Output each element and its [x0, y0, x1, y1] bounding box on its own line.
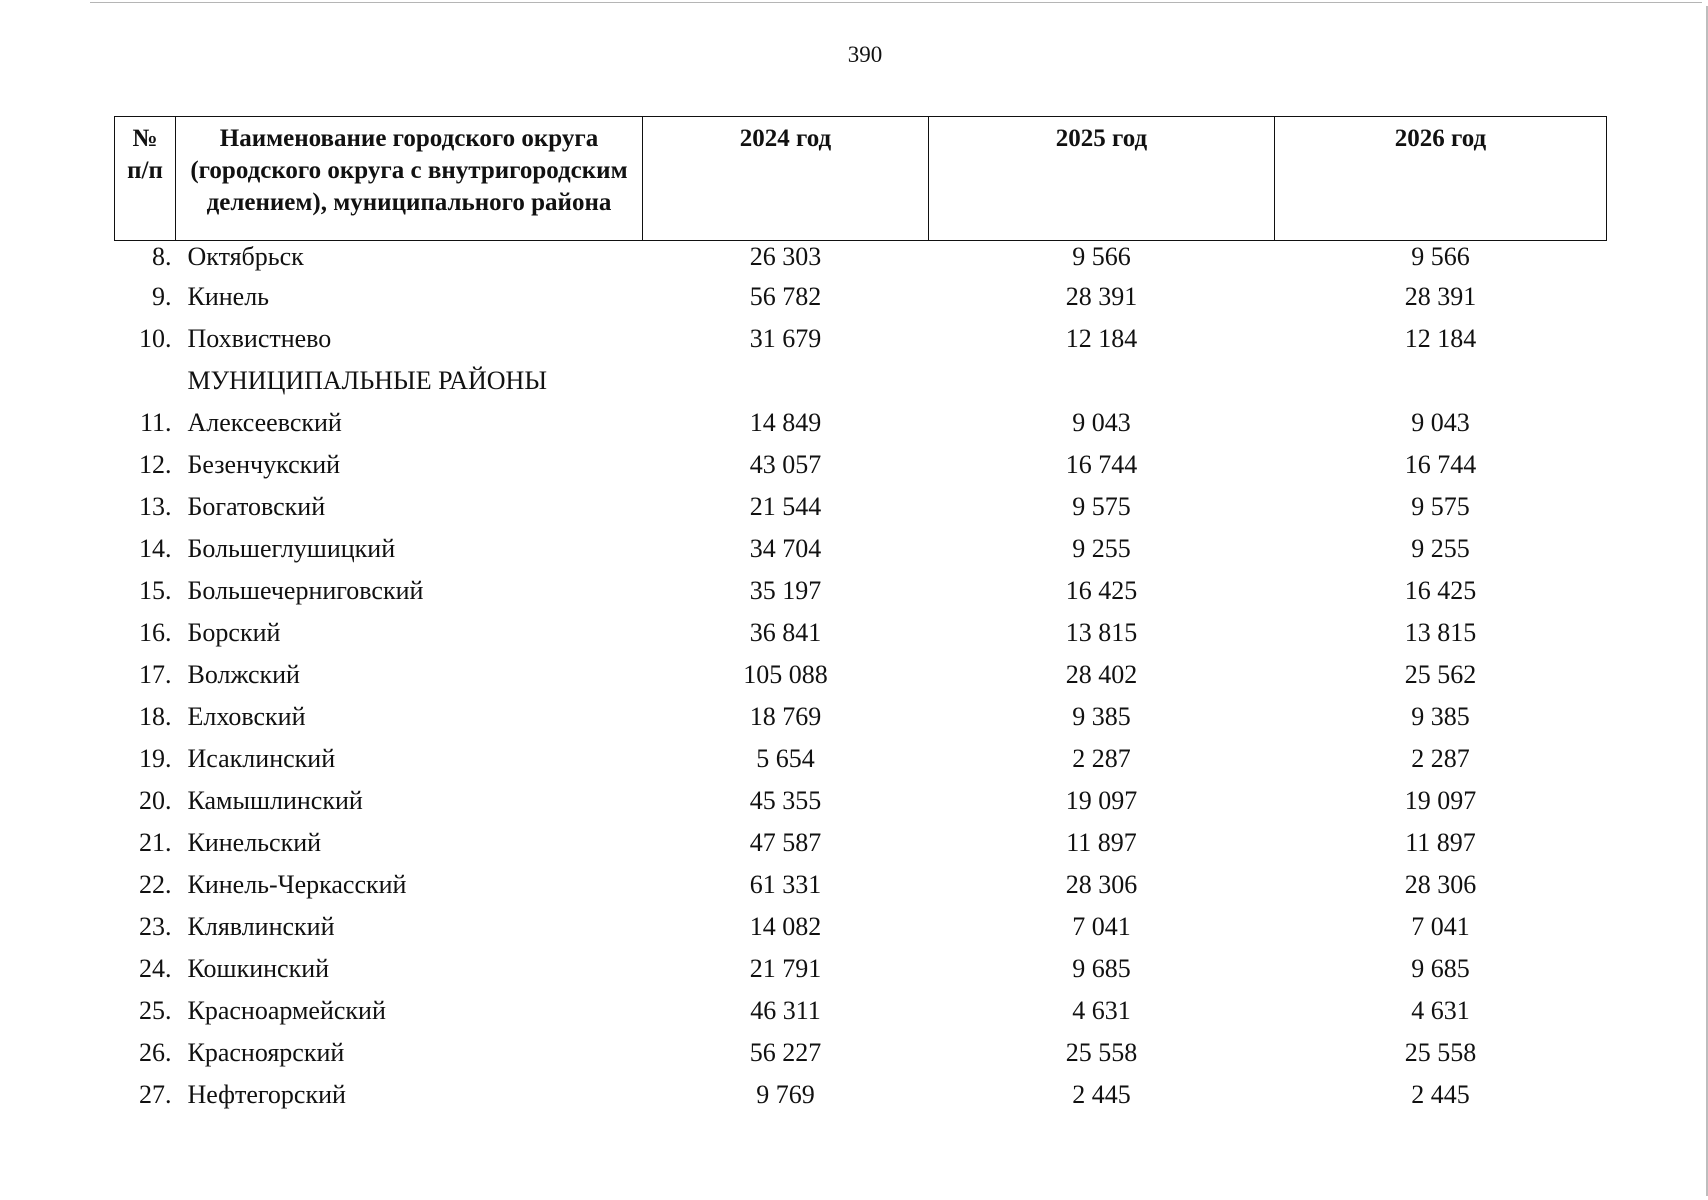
- value-2025: 2 445: [1072, 1080, 1131, 1109]
- row-number: 25.: [139, 996, 172, 1025]
- table-row: [115, 701, 1607, 743]
- table-row: [115, 659, 1607, 701]
- row-number: 20.: [139, 786, 172, 815]
- value-2026: 9 255: [1411, 534, 1470, 563]
- row-number: 11.: [139, 408, 172, 437]
- row-name: Кинель: [187, 282, 270, 311]
- value-2026: 12 184: [1404, 324, 1477, 353]
- value-2025: 13 815: [1065, 618, 1138, 647]
- table-row: [115, 575, 1607, 617]
- row-number: 19.: [139, 744, 172, 773]
- value-2025: 28 402: [1065, 660, 1138, 689]
- value-2025: 4 631: [1072, 996, 1131, 1025]
- value-2024: 45 355: [749, 786, 822, 815]
- table-row: [115, 449, 1607, 491]
- value-2024: 56 227: [749, 1038, 822, 1067]
- value-2025: 9 575: [1072, 492, 1131, 521]
- row-name: Нефтегорский: [187, 1080, 346, 1109]
- value-2025: 16 744: [1065, 450, 1138, 479]
- value-2024: 5 654: [756, 744, 815, 773]
- value-2026: 25 558: [1404, 1038, 1477, 1067]
- table-row: [115, 743, 1607, 785]
- table-row: [115, 911, 1607, 953]
- value-2025: 2 287: [1072, 744, 1131, 773]
- table-body: [115, 241, 1607, 1122]
- row-number: 13.: [139, 492, 172, 521]
- row-number: 24.: [139, 954, 172, 983]
- value-2024: 47 587: [749, 828, 822, 857]
- value-2025: 19 097: [1065, 786, 1138, 815]
- row-name: Камышлинский: [187, 786, 363, 815]
- value-2025: 9 255: [1072, 534, 1131, 563]
- value-2025: 28 391: [1065, 282, 1138, 311]
- value-2026: 25 562: [1404, 660, 1477, 689]
- value-2025: 12 184: [1065, 324, 1138, 353]
- row-number: 22.: [139, 870, 172, 899]
- value-2026: 9 685: [1411, 954, 1470, 983]
- value-2026: 16 744: [1404, 450, 1477, 479]
- value-2024: 18 769: [749, 702, 822, 731]
- header-name: Наименование городского округа (городского округа с внутригородским делением), муниципального района: [176, 117, 643, 241]
- value-2024: 56 782: [749, 282, 822, 311]
- value-2024: 14 082: [749, 912, 822, 941]
- table-row: [115, 953, 1607, 995]
- budget-table: [114, 116, 1607, 1121]
- row-name: Борский: [187, 618, 281, 647]
- header-2024: 2024 год: [643, 117, 929, 241]
- value-2026: 13 815: [1404, 618, 1477, 647]
- value-2024: 105 088: [743, 660, 828, 689]
- row-number: 16.: [139, 618, 172, 647]
- row-number: 23.: [139, 912, 172, 941]
- row-name: Богатовский: [187, 492, 326, 521]
- row-number: 10.: [139, 324, 172, 353]
- table-row: [115, 533, 1607, 575]
- table-row: [115, 281, 1607, 323]
- page-number: 390: [847, 42, 883, 67]
- header-number: № п/п: [115, 117, 176, 241]
- row-number: 18.: [139, 702, 172, 731]
- value-2025: 9 043: [1072, 408, 1131, 437]
- row-name: Елховский: [187, 702, 306, 731]
- row-number: 9.: [152, 282, 172, 311]
- value-2024: 34 704: [749, 534, 822, 563]
- table-row: [115, 407, 1607, 449]
- value-2025: 9 385: [1072, 702, 1131, 731]
- value-2025: 9 566: [1072, 242, 1131, 271]
- value-2024: 14 849: [749, 408, 822, 437]
- value-2026: 9 566: [1411, 242, 1470, 271]
- row-name: Кинельский: [187, 828, 322, 857]
- table-row: [115, 1037, 1607, 1079]
- row-name: Красноярский: [187, 1038, 345, 1067]
- value-2025: 7 041: [1072, 912, 1131, 941]
- value-2026: 16 425: [1404, 576, 1477, 605]
- section-title: МУНИЦИПАЛЬНЫЕ РАЙОНЫ: [187, 366, 547, 395]
- row-name: Безенчукский: [187, 450, 341, 479]
- header-2025: 2025 год: [929, 117, 1275, 241]
- value-2026: 9 575: [1411, 492, 1470, 521]
- value-2024: 35 197: [749, 576, 822, 605]
- value-2026: 7 041: [1411, 912, 1470, 941]
- table-row: [115, 241, 1607, 282]
- row-number: 26.: [139, 1038, 172, 1067]
- row-number: 14.: [139, 534, 172, 563]
- table-row: [115, 869, 1607, 911]
- row-name: Алексеевский: [187, 408, 342, 437]
- value-2025: 11 897: [1066, 828, 1137, 857]
- value-2026: 28 391: [1404, 282, 1477, 311]
- value-2024: 36 841: [749, 618, 822, 647]
- table-row: [115, 617, 1607, 659]
- row-number: 27.: [139, 1080, 172, 1109]
- value-2026: 2 445: [1411, 1080, 1470, 1109]
- row-name: Красноармейский: [187, 996, 386, 1025]
- value-2025: 28 306: [1065, 870, 1138, 899]
- value-2026: 9 043: [1411, 408, 1470, 437]
- value-2024: 26 303: [749, 242, 822, 271]
- value-2026: 11 897: [1405, 828, 1476, 857]
- table-row: [115, 1079, 1607, 1121]
- table-row: [115, 491, 1607, 533]
- value-2026: 28 306: [1404, 870, 1477, 899]
- value-2024: 43 057: [749, 450, 822, 479]
- row-name: Октябрьск: [187, 242, 304, 271]
- section-number-empty: [115, 365, 176, 407]
- value-2025: 25 558: [1065, 1038, 1138, 1067]
- value-2026: 19 097: [1404, 786, 1477, 815]
- row-number: 21.: [139, 828, 172, 857]
- table-row: [115, 785, 1607, 827]
- value-2024: 21 544: [749, 492, 822, 521]
- row-name: Кинель-Черкасский: [187, 870, 407, 899]
- row-number: 8.: [152, 242, 172, 271]
- value-2024: 31 679: [749, 324, 822, 353]
- row-name: Исаклинский: [187, 744, 336, 773]
- row-number: 15.: [139, 576, 172, 605]
- value-2024: 21 791: [749, 954, 822, 983]
- row-number: 12.: [139, 450, 172, 479]
- value-2025: 9 685: [1072, 954, 1131, 983]
- table-row: [115, 323, 1607, 365]
- value-2026: 2 287: [1411, 744, 1470, 773]
- table-header: [115, 117, 1607, 241]
- value-2024: 46 311: [750, 996, 821, 1025]
- row-number: 17.: [139, 660, 172, 689]
- scan-top-border: [90, 2, 1702, 3]
- row-name: Волжский: [187, 660, 300, 689]
- value-2026: 4 631: [1411, 996, 1470, 1025]
- table-row: [115, 995, 1607, 1037]
- value-2024: 61 331: [749, 870, 822, 899]
- value-2024: 9 769: [756, 1080, 815, 1109]
- row-name: Большечерниговский: [187, 576, 424, 605]
- section-row: [115, 365, 1607, 407]
- header-row: [115, 117, 1607, 241]
- header-2026: 2026 год: [1275, 117, 1607, 241]
- row-name: Большеглушицкий: [187, 534, 396, 563]
- row-name: Похвистнево: [187, 324, 332, 353]
- value-2025: 16 425: [1065, 576, 1138, 605]
- value-2026: 9 385: [1411, 702, 1470, 731]
- row-name: Кошкинский: [187, 954, 330, 983]
- row-name: Клявлинский: [187, 912, 335, 941]
- table-row: [115, 827, 1607, 869]
